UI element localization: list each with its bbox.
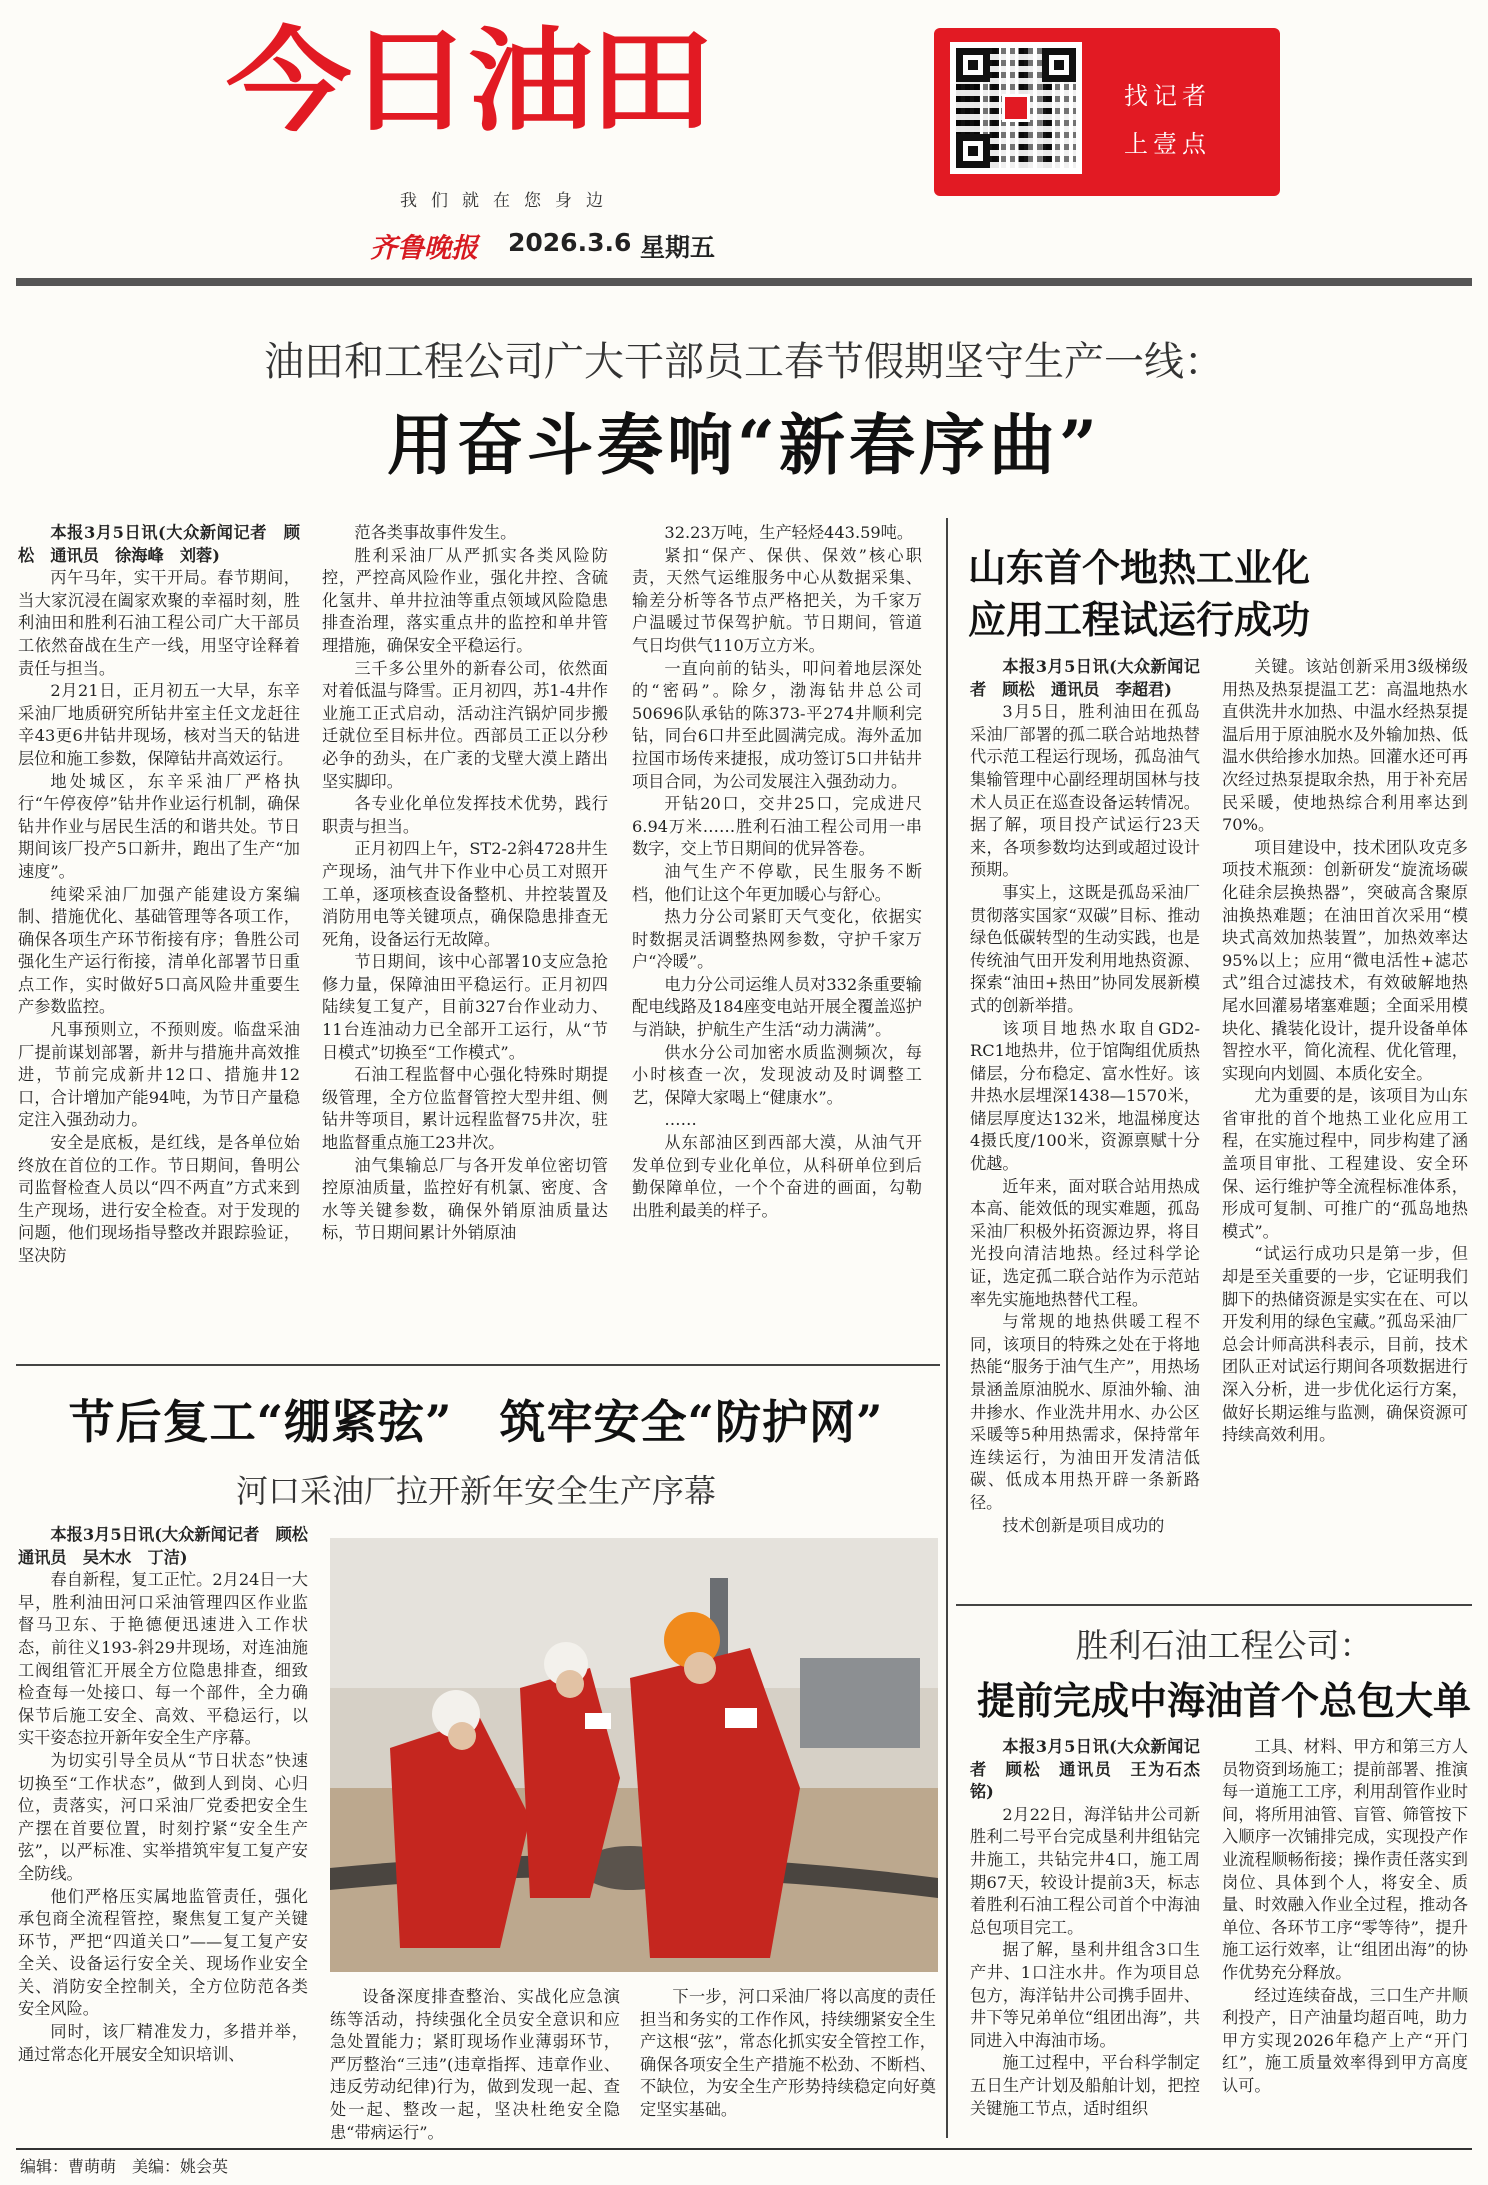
masthead-title: 今日油田	[226, 17, 710, 147]
paragraph: 紧扣“保产、保供、保效”核心职责，天然气运维服务中心从数据采集、输差分析等各节点严格把关，为千家万户温暖过节保驾护航。节日期间，管道气日均供气110万立方米。	[632, 545, 922, 655]
paragraph: 施工过程中，平台科学制定五日生产计划及船舶计划，把控关键施工节点，适时组织	[970, 2053, 1200, 2118]
paragraph: 设备深度排查整治、实战化应急演练等活动，持续强化全员安全意识和应急处置能力；紧盯现场作业薄弱环节，严厉整治“三违”(违章指挥、违章作业、违反劳动纪律)行为，做到发现一起、查处一起、整改一起，坚决杜绝安全隐患“带病运行”。	[330, 1987, 620, 2142]
paragraph: 节日期间，该中心部署10支应急抢修力量，保障油田平稳运行。正月初四陆续复工复产，目前327台作业动力、11台连油动力已全部开工运行，从“节日模式”切换至“工作模式”。	[322, 952, 608, 1062]
headline-line: 应用工程试运行成功	[968, 597, 1311, 642]
issue-weekday: 星期五	[640, 233, 716, 262]
dateline: 本报3月5日讯(大众新闻记者 顾松 通讯员 徐海峰 刘蓉)	[18, 523, 300, 565]
story4-column-2	[1222, 1736, 1468, 2098]
story2-headline	[968, 542, 1468, 646]
story1-kicker: 油田和工程公司广大干部员工春节假期坚守生产一线：	[264, 339, 1224, 385]
reporter-line-1: 找记者	[1124, 82, 1211, 110]
paragraph: 油气生产不停歇，民生服务不断档，他们让这个年更加暖心与舒心。	[632, 861, 922, 904]
column-divider	[946, 518, 948, 2138]
paragraph: 项目建设中，技术团队攻克多项技术瓶颈：创新研发“旋流场碳化硅余层换热器”，突破高含聚原油换热难题；在油田首次采用“模块式高效加热装置”，加热效率达95%以上；应用“微电活性+滤芯式”组合过滤技术，有效破解地热尾水回灌易堵塞难题；全面采用模块化、撬装化设计，提升设备单体智控水平，简化流程、优化管理，实现向内划圆、本质化安全。	[1222, 837, 1468, 1083]
paragraph: 为切实引导全员从“节日状态”快速切换至“工作状态”，做到人到岗、心归位，责落实，河口采油厂党委把安全生产摆在首要位置，时刻拧紧“安全生产弦”，以严标准、实举措筑牢复工复产安全防线。	[18, 1750, 308, 1883]
story2-column-2	[1222, 656, 1468, 1447]
paragraph: 开钻20口，交井25口，完成进尺6.94万米……胜利石油工程公司用一串数字，交上节日期间的优异答卷。	[632, 794, 922, 859]
paragraph: 丙午马年，实干开局。春节期间，当大家沉浸在阖家欢聚的幸福时刻，胜利油田和胜利石油工程公司广大干部员工依然奋战在生产一线，用坚守诠释着责任与担当。	[18, 568, 300, 678]
dateline: 本报3月5日讯(大众新闻记者 顾松 通讯员 李超君)	[970, 657, 1200, 699]
story3-headline: 节后复工“绷紧弦” 筑牢安全“防护网”	[68, 1395, 884, 1449]
story3-kicker: 河口采油厂拉开新年安全生产序幕	[235, 1472, 716, 1510]
paragraph: 据了解，垦利井组含3口生产井、1口注水井。作为项目总包方，海洋钻井公司携手固井、井下等兄弟单位“组团出海”，共同进入中海油市场。	[970, 1940, 1200, 2050]
paragraph: 范各类事故事件发生。	[354, 523, 517, 542]
paragraph: 技术创新是项目成功的	[1002, 1515, 1165, 1535]
masthead-divider	[16, 278, 1472, 286]
dateline: 本报3月5日讯(大众新闻记者 顾松 通讯员 吴木水 丁洁)	[18, 1525, 325, 1567]
story1-column-3	[632, 522, 922, 1222]
story3-column-3	[640, 1986, 936, 2122]
photo-illustration	[330, 1538, 938, 1972]
paragraph: 凡事预则立，不预则废。临盘采油厂提前谋划部署，新井与措施井高效推进，节前完成新井12口、措施井12口，合计增加产能94吨，为节日产量稳定注入强劲动力。	[18, 1020, 300, 1130]
oilfield-workers-photo	[330, 1538, 938, 1972]
paragraph: 2月21日，正月初五一大早，东辛采油厂地质研究所钻井室主任文龙赶往辛43更6井钻井现场，核对当天的钻进层位和施工参数，保障钻井高效运行。	[18, 681, 300, 768]
story2-column-1	[970, 656, 1200, 1537]
paragraph: 正月初四上午，ST2-2斜4728井生产现场，油气井下作业中心员工对照开工单，逐项核查设备整机、井控装置及消防用电等关键项点，确保隐患排查无死角，设备运行无故障。	[322, 839, 608, 949]
paragraph: 一直向前的钻头，叩问着地层深处的“密码”。除夕，渤海钻井总公司50696队承钻的陈373-平274井顺利完钻，同台6口井至此圆满完成。海外孟加拉国市场传来捷报，成功签订5口井钻井项目合同，为公司发展注入强劲动力。	[632, 658, 922, 791]
paragraph: 与常规的地热供暖工程不同，该项目的特殊之处在于将地热能“服务于油气生产”，用热场景涵盖原油脱水、原油外输、油井掺水、作业洗井用水、办公区采暖等5种用热需求，保持常年连续运行，为油田开发清洁低碳、低成本用热开辟一条新路径。	[970, 1312, 1200, 1512]
qr-code-icon[interactable]	[950, 42, 1082, 174]
issue-date: 2026.3.6	[508, 228, 632, 257]
story3-column-2	[330, 1986, 620, 2144]
paragraph: 事实上，这既是孤岛采油厂贯彻落实国家“双碳”目标、推动绿色低碳转型的生动实践，也是传统油气田开发利用地热资源、探索“油田+热田”协同发展新模式的创新举措。	[970, 882, 1200, 1015]
paragraph: 经过连续奋战，三口生产井顺利投产，日产油量均超百吨，助力甲方实现2026年稳产上产“开门红”，施工质量效率得到甲方高度认可。	[1222, 1985, 1468, 2095]
masthead-slogan: 我们就在您身边	[400, 191, 617, 211]
paragraph: 3月5日，胜利油田在孤岛采油厂部署的孤二联合站地热替代示范工程运行现场，孤岛油气集输管理中心副经理胡国林与技术人员正在巡查设备运转情况。据了解，项目投产试运行23天来，各项参数均达到或超过设计预期。	[970, 702, 1200, 880]
paragraph: 32.23万吨，生产轻烃443.59吨。	[664, 523, 914, 542]
paragraph: 纯梁采油厂加强产能建设方案编制、措施优化、基础管理等各项工作，确保各项生产环节衔接有序；鲁胜公司强化生产运行衔接，清单化部署节日重点工作，实时做好5口高风险井重要生产参数监控。	[18, 884, 300, 1017]
story4-headline: 提前完成中海油首个总包大单	[976, 1678, 1471, 1723]
story2-headline-text	[968, 542, 1468, 646]
paragraph: 下一步，河口采油厂将以高度的责任担当和务实的工作作风，持续绷紧安全生产这根“弦”，常态化抓实安全管控工作，确保各项安全生产措施不松劲、不断档、不缺位，为安全生产形势持续稳定向好奠定坚实基础。	[640, 1987, 936, 2119]
paragraph: “试运行成功只是第一步，但却是至关重要的一步，它证明我们脚下的热储资源是实实在在、可以开发利用的绿色宝藏。”孤岛采油厂总会计师高洪科表示，目前，技术团队正对试运行期间各项数据进行深入分析，进一步优化运行方案，做好长期运维与监测，确保资源可持续高效利用。	[1222, 1244, 1468, 1445]
paragraph: 该项目地热水取自GD2-RC1地热井，位于馆陶组优质热储层，分布稳定、富水性好。该井热水层埋深1438—1570米，储层厚度达132米，地温梯度达4摄氏度/100米，资源禀赋十分优越。	[970, 1018, 1200, 1174]
headline-line: 山东首个地热工业化	[968, 545, 1311, 590]
story4-kicker: 胜利石油工程公司：	[1075, 1626, 1373, 1665]
partner-logo: 齐鲁晚报	[370, 233, 478, 264]
story1-column-2	[322, 522, 608, 1245]
paragraph: 从东部油区到西部大漠，从油气开发单位到专业化单位，从科研单位到后勤保障单位，一个个奋进的画面，勾勒出胜利最美的样子。	[632, 1133, 922, 1220]
paragraph: 2月22日，海洋钻井公司新胜利二号平台完成垦利井组钻完井施工，共钻完井4口，施工周期67天，较设计提前3天，标志着胜利石油工程公司首个中海油总包项目完工。	[970, 1804, 1200, 1937]
story1-headline: 用奋斗奏响“新春序曲”	[387, 406, 1101, 484]
section-divider	[16, 1364, 940, 1366]
paragraph: 地处城区，东辛采油厂严格执行“午停夜停”钻井作业运行机制，确保钻井作业与居民生活的和谐共处。节日期间该厂投产5口新井，跑出了生产“加速度”。	[18, 771, 300, 881]
story4-column-1	[970, 1736, 1200, 2120]
paragraph: 春自新程，复工正忙。2月24日一大早，胜利油田河口采油管理四区作业监督马卫东、于艳德便迅速进入工作状态，前往义193-斜29井现场，对连油施工阀组管汇开展全方位隐患排查，细致检查每一处接口、每一个部件，全力确保节后施工安全、高效、平稳运行，以实干姿态拉开新年安全生产序幕。	[18, 1570, 308, 1748]
paragraph: 油气集输总厂与各开发单位密切管控原油质量，监控好有机氯、密度、含水等关键参数，确保外销原油质量达标，节日期间累计外销原油	[322, 1155, 608, 1243]
paragraph: 供水分公司加密水质监测频次，每小时核查一次，发现波动及时调整工艺，保障大家喝上“健康水”。	[632, 1042, 922, 1107]
story3-column-1	[18, 1524, 325, 2066]
paragraph: 各专业化单位发挥技术优势，践行职责与担当。	[322, 794, 608, 836]
paragraph: 安全是底板，是红线，是各单位始终放在首位的工作。节日期间，鲁明公司监督检查人员以“四不两直”方式来到生产现场，进行安全检查。对于发现的问题，他们现场指导整改并跟踪验证，坚决防	[18, 1133, 300, 1265]
paragraph: 关键。该站创新采用3级梯级用热及热泵提温工艺：高温地热水直供洗井水加热、中温水经热泵提温后用于原油脱水及外输加热、低温水供给掺水加热。回灌水还可再次经过热泵提取余热，用于补充居民采暖，使地热综合利用率达到70%。	[1222, 657, 1468, 835]
story1-column-1	[18, 522, 300, 1268]
paragraph: 同时，该厂精准发力，多措并举，通过常态化开展安全知识培训、	[18, 2022, 308, 2064]
paragraph: ……	[664, 1110, 697, 1130]
paragraph: 他们严格压实属地监管责任，强化承包商全流程管控，聚焦复工复产关键环节，严把“四道关口”——复工复产安全关、设备运行安全关、现场作业安全关、消防安全控制关，全方位防范各类安全风险。	[18, 1886, 308, 2019]
footer-divider	[16, 2148, 1472, 2150]
story-divider-right	[956, 1604, 1472, 1606]
paragraph: 近年来，面对联合站用热成本高、能效低的现实难题，孤岛采油厂积极外拓资源边界，将目光投向清洁地热。经过科学论证，选定孤二联合站作为示范站率先实施地热替代工程。	[970, 1176, 1200, 1309]
dateline: 本报3月5日讯(大众新闻记者 顾松 通讯员 王为石杰铭)	[970, 1737, 1200, 1802]
paragraph: 胜利采油厂从严抓实各类风险防控，严控高风险作业，强化井控、含硫化氢井、单井拉油等重点领域风险隐患排查治理，落实重点井的监控和单井管理措施，确保安全平稳运行。	[322, 545, 608, 655]
paragraph: 石油工程监督中心强化特殊时期提级管理，全方位监督管控大型井组、侧钻井等项目，累计远程监督75井次，驻地监督重点施工23井次。	[322, 1065, 608, 1153]
paragraph: 工具、材料、甲方和第三方人员物资到场施工；提前部署、推演每一道施工工序，利用刮管作业时间，将所用油管、盲管、筛管按下入顺序一次铺排完成，实现投产作业流程顺畅衔接；操作责任落实到岗位、具体到个人，将安全、质量、时效融入作业全过程，推动各单位、各环节工序“零等待”，提升施工运行效率，让“组团出海”的协作优势充分释放。	[1222, 1737, 1468, 1982]
paragraph: 热力分公司紧盯天气变化，依据实时数据灵活调整热网参数，守护千家万户“冷暖”。	[632, 907, 922, 972]
reporter-line-2: 上壹点	[1124, 130, 1211, 158]
paragraph: 尤为重要的是，该项目为山东省审批的首个地热工业化应用工程，在实施过程中，同步构建了涵盖项目审批、工程建设、安全环保、运行维护等全流程标准体系，形成可复制、可推广的“孤岛地热模式”。	[1222, 1086, 1468, 1241]
paragraph: 电力分公司运维人员对332条重要输配电线路及184座变电站开展全覆盖巡护与消缺，护航生产生活“动力满满”。	[632, 974, 922, 1040]
editor-credits: 编辑：曹萌萌 美编：姚会英	[20, 2157, 229, 2176]
paragraph: 三千多公里外的新春公司，依然面对着低温与降雪。正月初四，苏1-4井作业施工正式启动，活动注汽锅炉同步搬迁就位至目标井位。西部员工正以分秒必争的劲头，在广袤的戈壁大漠上踏出坚实脚印。	[322, 658, 608, 791]
